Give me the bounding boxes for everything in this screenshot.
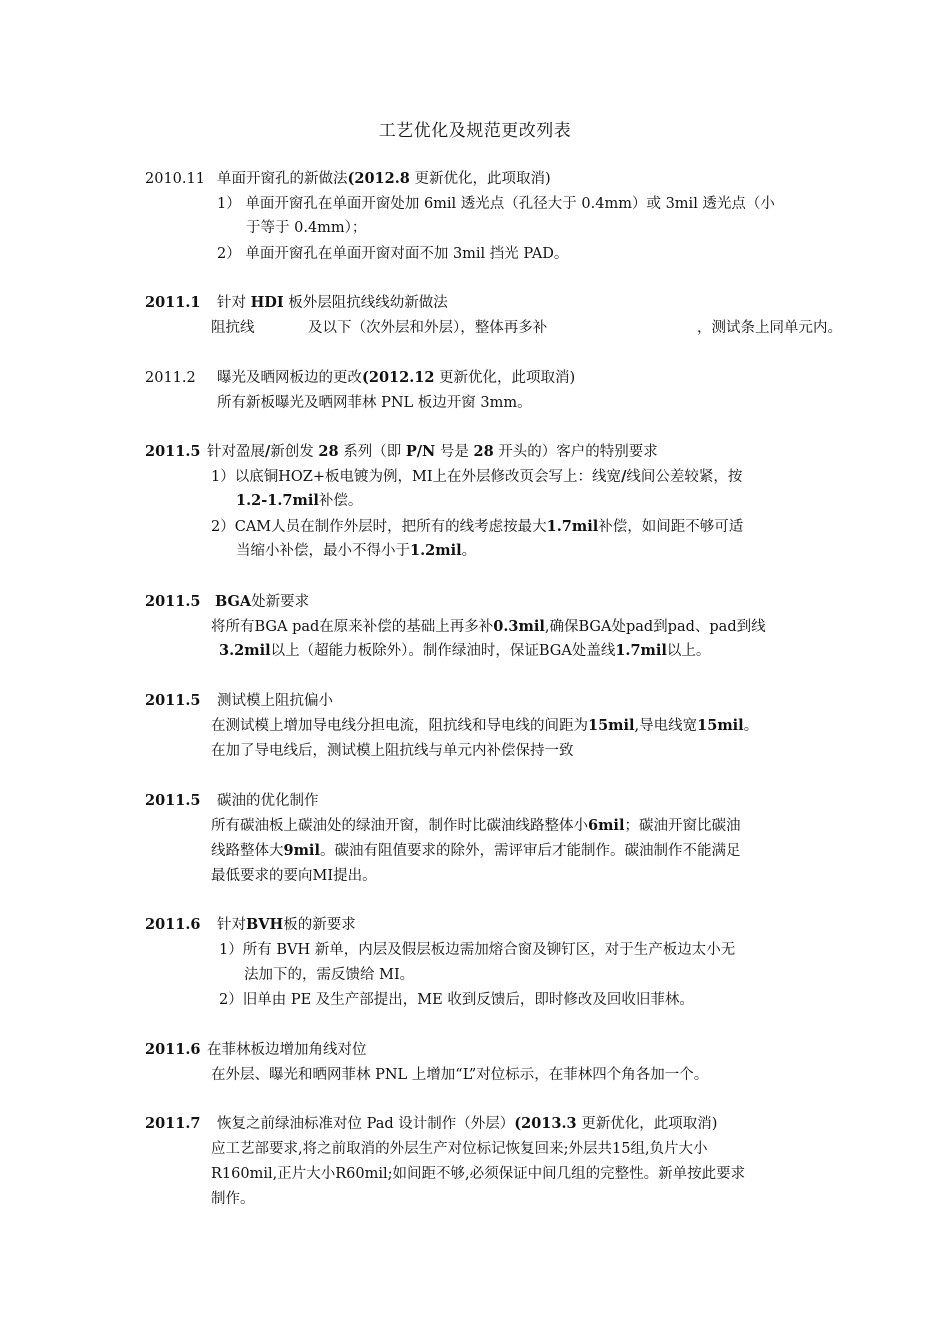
entry-date: 2011.5	[145, 443, 201, 460]
entry-heading: BGA处新要求	[215, 593, 310, 610]
entry-heading: 针对BVH板的新要求	[217, 916, 356, 933]
entry-text: 在加了导电线后，测试模上阻抗线与单元内补偿保持一致	[211, 743, 574, 759]
entry-text: 2）CAM人员在制作外层时，把所有的线考虑按最大1.7mil补偿，如间距不够可适	[211, 518, 744, 535]
entry-text: 1.2-1.7mil补偿。	[236, 492, 363, 509]
entry-heading: 针对 HDI 板外层阻抗线线幼新做法	[217, 294, 448, 311]
entry-heading: 恢复之前绿油标准对位 Pad 设计制作（外层）(2013.3 更新优化，此项取消)	[217, 1115, 718, 1132]
entry-date: 2011.2	[145, 370, 196, 386]
entry-text: 于等于 0.4mm）；	[246, 220, 367, 236]
entry-date: 2011.6	[145, 916, 201, 933]
entry-heading: 单面开窗孔的新做法(2012.8 更新优化，此项取消)	[217, 170, 551, 187]
entry-date: 2011.5	[145, 692, 201, 709]
entry-text: 3.2mil以上（超能力板除外）。制作绿油时，保证BGA处盖线1.7mil以上。	[219, 642, 711, 659]
entry-text: 将所有BGA pad在原来补偿的基础上再多补0.3mil,确保BGA处pad到pad、pad到线	[211, 618, 766, 635]
entry-heading: 针对盈展/新创发 28 系列（即 P/N 号是 28 开头的）客户的特别要求	[207, 443, 658, 460]
entry-heading: 碳油的优化制作	[217, 793, 319, 809]
entry-date: 2011.7	[145, 1115, 201, 1132]
entry-date: 2011.1	[145, 294, 201, 311]
entry-date: 2011.5	[145, 792, 201, 809]
entry-text: ，测试条上同单元内。	[697, 320, 842, 336]
page-title: 工艺优化及规范更改列表	[378, 121, 572, 141]
entry-date: 2011.5	[145, 593, 201, 610]
entry-text: 1）以底铜HOZ+板电镀为例，MI上在外层修改页会写上：线宽/线间公差较紧，按	[211, 468, 743, 485]
entry-date: 2010.11	[145, 171, 205, 187]
entry-text: 线路整体大9mil。碳油有阻值要求的除外，需评审后才能制作。碳油制作不能满足	[211, 842, 741, 859]
entry-heading: 在菲林板边增加角线对位	[207, 1042, 367, 1058]
entry-text: 1） 单面开窗孔在单面开窗处加 6mil 透光点（孔径大于 0.4mm）或 3mil 透光点（小	[217, 196, 775, 212]
entry-text: 1）所有 BVH 新单，内层及假层板边需加熔合窗及铆钉区，对于生产板边太小无	[219, 942, 736, 958]
entry-text: 在外层、曝光和晒网菲林 PNL 上增加“L”对位标示，在菲林四个角各加一个。	[211, 1067, 709, 1083]
entry-text: 当缩小补偿，最小不得小于1.2mil。	[236, 542, 477, 559]
entry-text: 在测试模上增加导电线分担电流，阻抗线和导电线的间距为15mil,导电线宽15mil。	[211, 717, 759, 734]
entry-heading: 测试模上阻抗偏小	[217, 693, 333, 709]
entry-text: 所有碳油板上碳油处的绿油开窗，制作时比碳油线路整体小6mil；碳油开窗比碳油	[211, 817, 741, 834]
entry-text: 2） 单面开窗孔在单面开窗对面不加 3mil 挡光 PAD。	[217, 246, 569, 262]
entry-text: 制作。	[211, 1191, 255, 1207]
entry-text: 应工艺部要求,将之前取消的外层生产对位标记恢复回来;外层共15组,负片大小	[211, 1141, 708, 1157]
entry-text: 法加下的，需反馈给 MI。	[244, 967, 415, 983]
entry-text: 最低要求的要向MI提出。	[211, 868, 377, 884]
entry-text: 所有新板曝光及晒网菲林 PNL 板边开窗 3mm。	[217, 395, 532, 411]
entry-date: 2011.6	[145, 1041, 201, 1058]
entry-text: 2）旧单由 PE 及生产部提出，ME 收到反馈后，即时修改及回收旧菲林。	[219, 992, 694, 1008]
entry-text: 阻抗线	[211, 320, 255, 336]
entry-text: R160mil,正片大小R60mil;如间距不够,必须保证中间几组的完整性。新单按此要求	[211, 1166, 746, 1182]
entry-heading: 曝光及晒网板边的更改(2012.12 更新优化，此项取消)	[217, 369, 576, 386]
entry-text: 及以下（次外层和外层），整体再多补	[308, 320, 548, 336]
